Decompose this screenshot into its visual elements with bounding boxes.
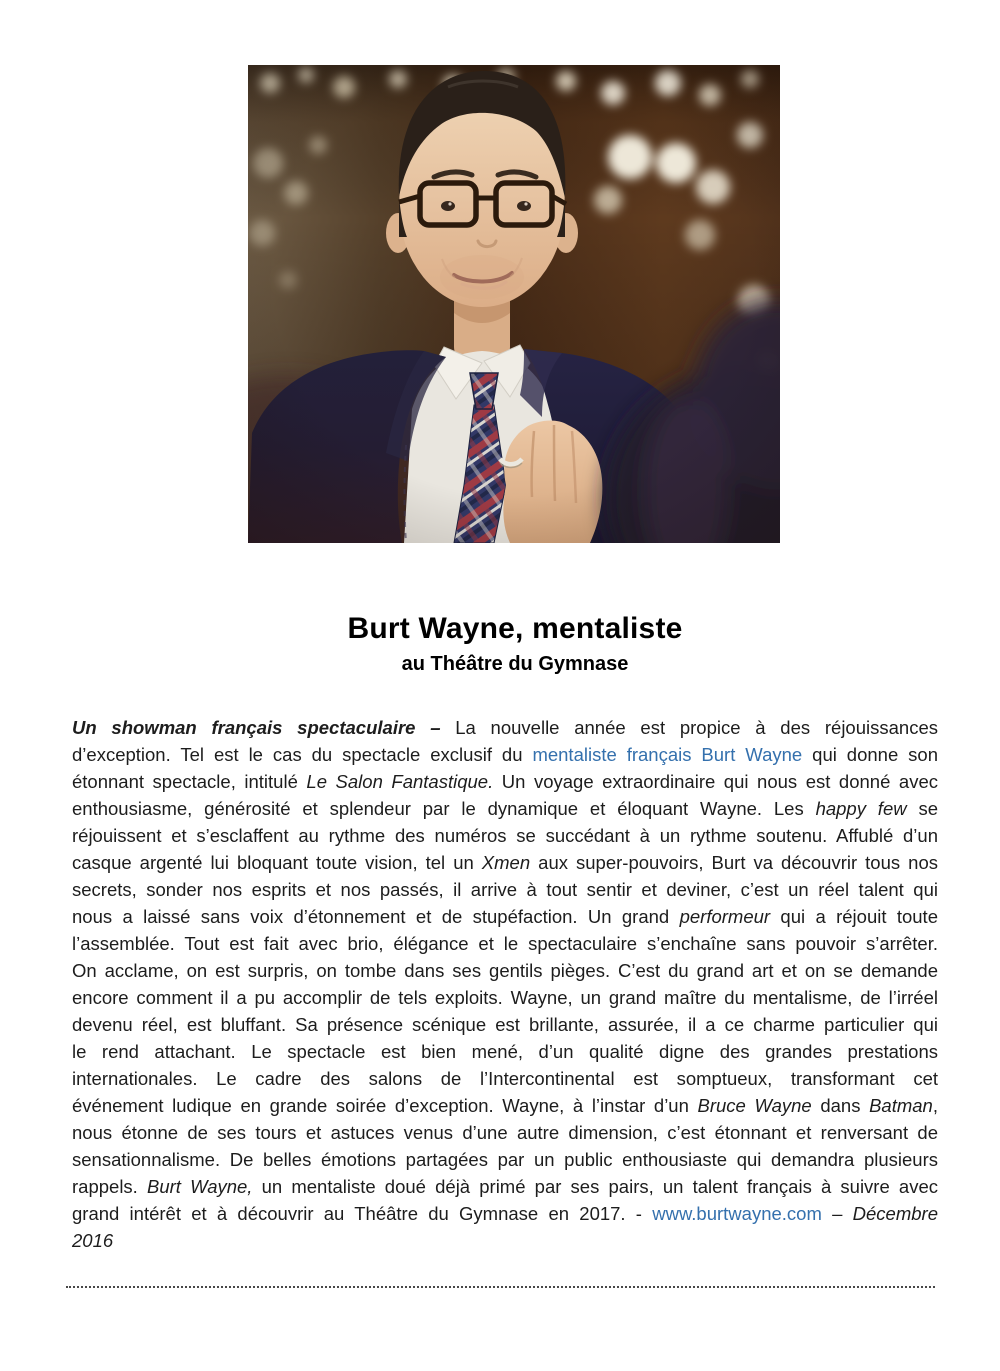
paragraph-line bbox=[72, 1065, 938, 1092]
page-subtitle: au Théâtre du Gymnase bbox=[401, 653, 629, 675]
text-run: happy few bbox=[815, 798, 907, 819]
text-run: Décembre bbox=[852, 1203, 938, 1224]
text-run: – bbox=[821, 1203, 853, 1224]
text-run: étonnant spectacle, intitulé bbox=[72, 771, 307, 792]
text-run: grand intérêt et à découvrir au Théâtre du Gymnase en 2017. - bbox=[72, 1203, 653, 1224]
text-run: sensationnalisme. De belles émotions partagées par un public enthousiaste qui demandra plusieurs bbox=[72, 1149, 938, 1170]
text-run: dans bbox=[811, 1095, 870, 1116]
portrait-photo-svg bbox=[248, 65, 780, 543]
paragraph-line bbox=[72, 741, 938, 768]
text-run: devenu réel, est bluffant. Sa présence scénique est brillante, assurée, il a ce charme particulier qui bbox=[72, 1014, 938, 1035]
text-run: Burt Wayne, bbox=[146, 1176, 253, 1197]
paragraph-line bbox=[72, 1200, 938, 1227]
text-run: Bruce Wayne bbox=[697, 1095, 812, 1116]
text-run: qui donne son bbox=[802, 744, 939, 765]
paragraph-line bbox=[72, 1173, 938, 1200]
text-run: un mentaliste doué déjà primé par ses pairs, un talent français à suivre avec bbox=[252, 1176, 938, 1197]
inline-link[interactable]: www.burtwayne.com bbox=[652, 1203, 822, 1224]
paragraph-line bbox=[72, 714, 938, 741]
article-heading bbox=[30, 612, 1000, 676]
paragraph-line bbox=[72, 876, 938, 903]
paragraph-line bbox=[72, 795, 938, 822]
paragraph-line bbox=[72, 984, 938, 1011]
paragraph-line bbox=[72, 903, 938, 930]
paragraph-line bbox=[72, 1011, 938, 1038]
text-run: le rend attachant. Le spectacle est bien mené, d’un qualité digne des grandes prestations bbox=[72, 1041, 938, 1062]
inline-link[interactable]: mentaliste français Burt Wayne bbox=[532, 744, 803, 765]
paragraph-line bbox=[72, 1119, 938, 1146]
page-title: Burt Wayne, mentaliste bbox=[347, 612, 683, 645]
text-run: d’exception. Tel est le cas du spectacle exclusif du bbox=[72, 744, 533, 765]
text-run: nous étonne de ses tours et astuces venus d’une autre dimension, c’est étonnant et renversant de bbox=[72, 1122, 938, 1143]
text-run: internationales. Le cadre des salons de l’Intercontinental est somptueux, transformant cet bbox=[72, 1068, 938, 1089]
text-run: réjouissent et s’esclaffent au rythme des numéros se succédant à un rythme soutenu. Affublé d’un bbox=[72, 825, 938, 846]
text-run: Le Salon Fantastique. bbox=[306, 771, 494, 792]
photo-vignette bbox=[248, 65, 780, 543]
text-run: qui a réjouit toute bbox=[770, 906, 938, 927]
paragraph-line bbox=[72, 1227, 938, 1254]
text-run: Un voyage extraordinaire qui nous est donné avec bbox=[493, 771, 938, 792]
article-paragraph bbox=[72, 714, 938, 1254]
text-run: enthousiasme, générosité et splendeur par le dynamique et éloquant Wayne. Les bbox=[72, 798, 816, 819]
text-run: , bbox=[932, 1095, 938, 1116]
text-run: 2016 bbox=[72, 1230, 114, 1251]
text-run: rappels. bbox=[72, 1176, 147, 1197]
text-run: se bbox=[906, 798, 938, 819]
text-run: Un showman français spectaculaire – bbox=[72, 717, 456, 738]
text-run: événement ludique en grande soirée d’exception. Wayne, à l’instar d’un bbox=[72, 1095, 698, 1116]
text-run: nous a laissé sans voix d’étonnement et de stupéfaction. Un grand bbox=[72, 906, 680, 927]
text-run: casque argenté lui bloquant toute vision, tel un bbox=[72, 852, 482, 873]
portrait-photo bbox=[248, 65, 780, 543]
text-run: Batman bbox=[869, 1095, 933, 1116]
text-run: l’assemblée. Tout est fait avec brio, élégance et le spectaculaire s’enchaîne sans pouvoir s’arrêter. bbox=[72, 933, 938, 954]
paragraph-line bbox=[72, 1146, 938, 1173]
text-run: performeur bbox=[679, 906, 771, 927]
text-run: aux super-pouvoirs, Burt va découvrir tous nos bbox=[530, 852, 938, 873]
text-run: secrets, sonder nos esprits et nos passés, il arrive à tout sentir et deviner, c’est un réel talent qui bbox=[72, 879, 938, 900]
text-run: encore comment il a pu accomplir de tels exploits. Wayne, un grand maître du mentalisme, de l’irréel bbox=[72, 987, 938, 1008]
paragraph-line bbox=[72, 822, 938, 849]
text-run: Xmen bbox=[481, 852, 531, 873]
dotted-divider bbox=[66, 1286, 935, 1288]
paragraph-line bbox=[72, 1092, 938, 1119]
paragraph-line bbox=[72, 849, 938, 876]
text-run: La nouvelle année est propice à des réjouissances bbox=[455, 717, 938, 738]
paragraph-line bbox=[72, 768, 938, 795]
text-run: On acclame, on est surpris, on tombe dans ses gentils pièges. C’est du grand art et on se demande bbox=[72, 960, 938, 981]
paragraph-line bbox=[72, 957, 938, 984]
paragraph-line bbox=[72, 1038, 938, 1065]
paragraph-line bbox=[72, 930, 938, 957]
